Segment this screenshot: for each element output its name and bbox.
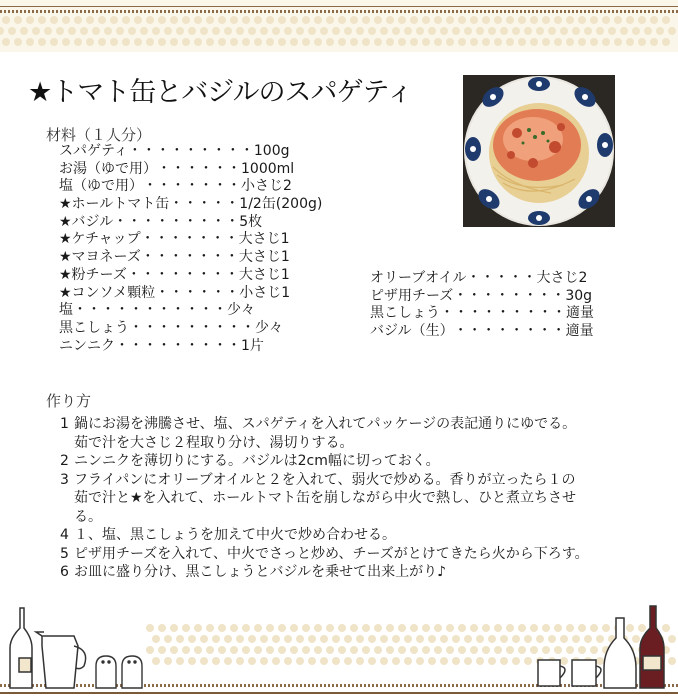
ingredient-name: 黒こしょう [370, 305, 440, 322]
ingredient-name: ★ホールトマト缶 [59, 196, 170, 213]
ingredient-amount: 大さじ1 [238, 249, 290, 266]
ingredient-item [59, 161, 359, 179]
leader-dots: ・・・・・・・・ [126, 266, 239, 283]
leader-dots: ・・・・・・・・ [453, 287, 566, 304]
step-number: 6 [60, 564, 69, 580]
cup-icon [572, 660, 601, 686]
ingredient-name: オリーブオイル [370, 270, 467, 286]
ingredient-amount: 1片 [241, 337, 264, 354]
ingredient-name: ★ケチャップ [59, 231, 141, 248]
recipe-title: ★トマト缶とバジルのスパゲティ [28, 77, 413, 108]
ingredient-name: ニンニク [59, 337, 115, 354]
ingredient-item [59, 267, 359, 285]
ingredient-name: ★コンソメ顆粒 [59, 284, 156, 301]
ingredient-amount: 適量 [566, 305, 594, 322]
ingredient-item [59, 320, 359, 338]
step-item [60, 563, 630, 582]
leader-dots: ・・・・・・・・・ [129, 319, 255, 336]
leader-dots: ・・・・・ [466, 270, 537, 286]
ingredient-amount: 小さじ2 [241, 178, 292, 195]
ingredient-item [59, 302, 359, 320]
ingredient-item [59, 143, 359, 161]
leader-dots: ・・・・・・・ [143, 178, 241, 195]
ingredient-amount: 大さじ1 [238, 231, 290, 248]
ingredient-item [59, 249, 359, 267]
step-number: 2 [60, 453, 69, 469]
spaghetti-plate-photo [463, 75, 615, 227]
ingredient-amount: 大さじ2 [536, 270, 588, 286]
ingredient-amount: 適量 [565, 323, 594, 340]
ingredient-amount: 大さじ1 [238, 266, 290, 283]
pitcher-icon [36, 632, 86, 688]
leader-dots: ・・・・・ [169, 196, 240, 213]
ingredient-amount: 1/2缶(200g) [239, 196, 323, 213]
top-decorative-border [0, 0, 678, 52]
wine-bottle-icon [640, 606, 664, 688]
leader-dots: ・・・・・・ [155, 284, 240, 301]
ingredient-item [370, 323, 620, 341]
pepper-shaker-icon [122, 656, 142, 688]
step-number: 1 [60, 416, 69, 432]
ingredient-amount: 小さじ1 [239, 284, 291, 301]
ingredient-name: 黒こしょう [59, 319, 129, 336]
ingredient-name: ★マヨネーズ [59, 249, 141, 266]
step-text: ピザ用チーズを入れて、中火でさっと炒め、チーズがとけてきたら火から下ろす。 [74, 545, 589, 562]
ingredient-amount: 少々 [255, 319, 283, 336]
salt-shaker-icon [96, 656, 116, 688]
step-number: 3 [60, 471, 69, 488]
wine-bottle-icon [10, 608, 32, 688]
ingredient-name: ★粉チーズ [59, 266, 127, 283]
ingredient-amount: 5枚 [239, 213, 263, 230]
step-item [60, 545, 630, 564]
leader-dots: ・・・・・・・ [140, 231, 239, 248]
step-item [60, 415, 630, 452]
mug-icon [538, 660, 565, 686]
step-text: ニンニクを薄切りにする。バジルは2cm幅に切っておく。 [74, 453, 440, 469]
ingredient-list [59, 143, 359, 355]
leader-dots: ・・・・・・・・・ [440, 305, 566, 322]
step-number: 4 [60, 527, 69, 543]
ingredient-amount: 100g [253, 143, 290, 159]
ingredient-item [370, 305, 620, 323]
ingredient-amount: 少々 [227, 302, 255, 319]
step-text: 鍋にお湯を沸騰させ、塩、スパゲティを入れてパッケージの表記通りにゆでる。 茹で汁を大さじ２程取り分け、湯切りする。 [74, 416, 577, 451]
step-text: １、塩、黒こしょうを加えて中火で炒め合わせる。 [74, 527, 396, 543]
steps-list [60, 415, 630, 582]
ingredient-name: スパゲティ [59, 143, 128, 159]
ingredient-name: ピザ用チーズ [370, 287, 454, 304]
ingredient-item [59, 231, 359, 249]
ingredient-name: バジル（生） [370, 323, 454, 340]
ingredient-name: ★バジル [59, 213, 114, 230]
ingredient-item [59, 178, 359, 196]
ingredient-item [59, 214, 359, 232]
leader-dots: ・・・・・・ [157, 160, 241, 177]
step-text: お皿に盛り分け、黒こしょうとバジルを乗せて出来上がり♪ [74, 564, 447, 580]
step-number: 5 [60, 545, 69, 562]
leader-dots: ・・・・・・・・・ [115, 337, 241, 354]
ingredient-amount: 1000ml [241, 160, 295, 177]
bottom-decorative-border [0, 598, 678, 698]
ingredient-item [370, 270, 620, 288]
ingredient-item [59, 196, 359, 214]
ingredient-item [370, 288, 620, 306]
leader-dots: ・・・・・・・・ [453, 323, 566, 340]
leader-dots: ・・・・・・・・・ [113, 213, 240, 230]
ingredient-item [59, 338, 359, 356]
ingredient-name: 塩（ゆで用） [59, 178, 143, 195]
ingredients-heading: 材料（１人分） [46, 126, 152, 144]
topping-ingredient-list [370, 270, 620, 341]
ingredient-name: お湯（ゆで用） [59, 160, 157, 177]
ingredient-name: 塩 [59, 302, 73, 319]
step-text: フライパンにオリーブオイルと２を入れて、弱火で炒める。香りが立ったら１の 茹で汁と★を入れて、ホールトマト缶を崩しながら中火で熱し、ひと煮立ちさせ る。 [74, 471, 576, 525]
ingredient-amount: 30g [565, 287, 593, 304]
step-item [60, 471, 630, 527]
step-item [60, 526, 630, 545]
method-heading: 作り方 [46, 392, 92, 410]
step-item [60, 452, 630, 471]
leader-dots: ・・・・・・・・・ [127, 143, 254, 159]
ingredient-item [59, 285, 359, 303]
leader-dots: ・・・・・・・・・・・ [73, 302, 227, 319]
leader-dots: ・・・・・・・ [140, 249, 239, 266]
